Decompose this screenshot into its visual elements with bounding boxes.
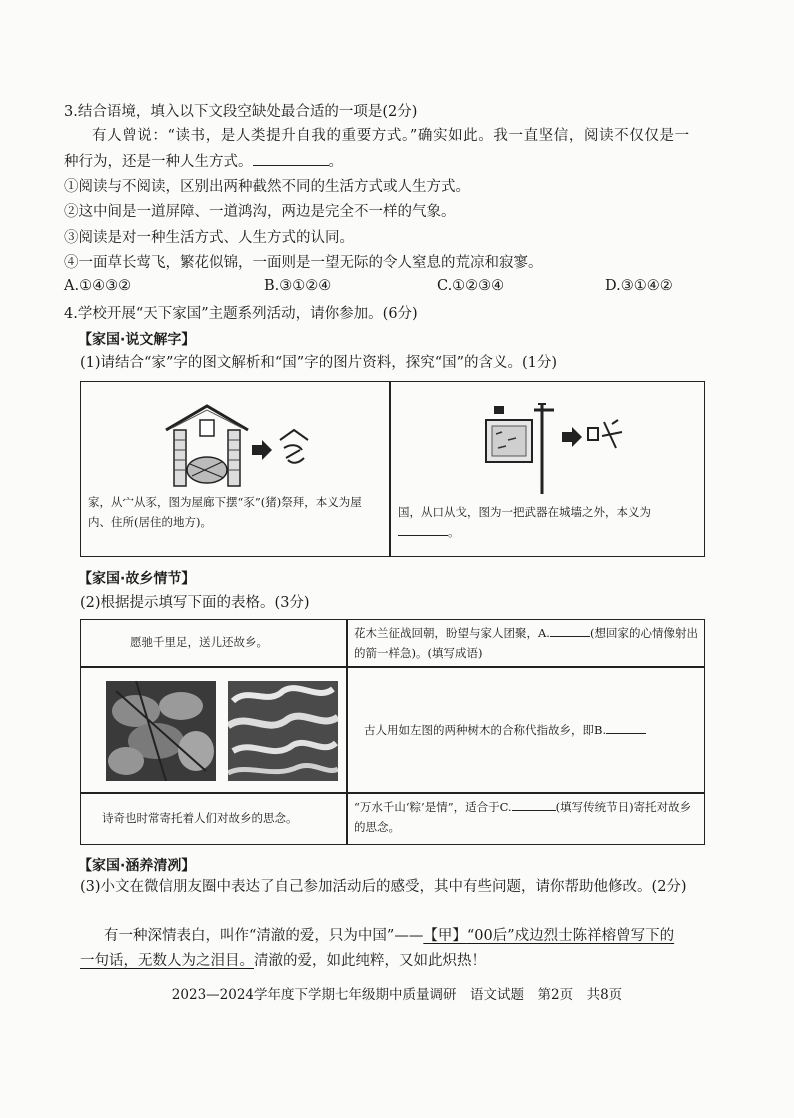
- mulberry-tree-photo: [106, 681, 216, 781]
- q3-option-d[interactable]: D.③①④②: [605, 278, 673, 294]
- q3-passage-line1: 有人曾说：“读书，是人类提升自我的重要方式。”确实如此。我一直坚信，阅读不仅仅是一: [92, 128, 690, 144]
- q3-item-2: ②这中间是一道屏障、一道鸿沟，两边是完全不一样的气象。: [64, 204, 456, 220]
- q3-item-3: ③阅读是对一种生活方式、人生方式的认同。: [64, 230, 354, 246]
- row3-left-text: 诗奇也时常寄托着人们对故乡的思念。: [102, 811, 298, 825]
- blank-c[interactable]: [512, 798, 556, 811]
- row1-right-text: 花木兰征战回朝，盼望与家人团聚，A. (想回家的心情像射出的箭一样急)。(填写成语): [354, 626, 698, 660]
- q3-passage-line2: 种行为，还是一种人生方式。 。: [64, 151, 343, 173]
- q3-option-c[interactable]: C.①②③④: [437, 278, 505, 294]
- blank-a[interactable]: [550, 624, 590, 637]
- marker-jia[interactable]: 【甲】: [423, 928, 467, 944]
- page-footer: 2023—2024学年度下学期七年级期中质量调研 语文试题 第2页 共8页: [171, 987, 623, 1003]
- q3-stem: 3.结合语境，填入以下文段空缺处最合适的一项是(2分): [64, 104, 418, 120]
- row2-right-text: 古人用如左图的两种树木的合称代指故乡，即B.: [364, 720, 646, 740]
- catalpa-tree-photo: [228, 681, 338, 781]
- guo-answer-blank[interactable]: [398, 523, 448, 536]
- guo-pictograph-image: [476, 398, 626, 496]
- post-line2: 一句话，无数人为之泪目。清澈的爱，如此纯粹，又如此炽热！: [80, 953, 486, 969]
- section-title-shuowen: 【家国·说文解字】: [78, 332, 196, 348]
- q3-option-a[interactable]: A.①④③②: [64, 278, 132, 294]
- jia-pictograph-image: [162, 400, 312, 488]
- q3-blank[interactable]: [253, 151, 329, 166]
- q4-part1-prompt: (1)请结合“家”字的图文解析和“国”字的图片资料，探究“国”的含义。(1分): [80, 355, 558, 371]
- guo-explanation: 国，从口从戈，图为一把武器在城墙之外，本义为 。: [398, 505, 651, 539]
- q3-item-1: ①阅读与不阅读，区别出两种截然不同的生活方式或人生方式。: [64, 179, 470, 195]
- q4-stem: 4.学校开展“天下家国”主题系列活动，请你参加。(6分): [64, 306, 418, 322]
- jia-explanation: 家，从宀从豕，图为屋廊下摆“豕”(猪)祭拜，本义为屋内、住所(居住的地方)。: [88, 495, 362, 529]
- row3-right-text: “万水千山‘粽’是情”，适合于C. (填写传统节日)寄托对故乡的思念。: [354, 800, 692, 834]
- q3-option-b[interactable]: B.③①②④: [264, 278, 332, 294]
- post-line1: 有一种深情表白，叫作“清澈的爱，只为中国”——【甲】“00后”戍边烈士陈祥榕曾写下的: [104, 928, 675, 944]
- section-title-guxiang: 【家国·故乡情节】: [78, 571, 196, 587]
- row1-left-text: 愿驰千里足，送儿还故乡。: [130, 635, 268, 649]
- q3-item-4: ④一面草长莺飞，繁花似锦，一面则是一望无际的令人窒息的荒凉和寂寥。: [64, 255, 543, 271]
- blank-b[interactable]: [606, 721, 646, 734]
- q4-part2-prompt: (2)根据提示填写下面的表格。(3分): [80, 595, 310, 611]
- section-title-hanyang: 【家国·涵养清冽】: [78, 858, 196, 874]
- q4-part3-prompt: (3)小文在微信朋友圈中表达了自己参加活动后的感受，其中有些问题，请你帮助他修改。(2分): [80, 879, 687, 895]
